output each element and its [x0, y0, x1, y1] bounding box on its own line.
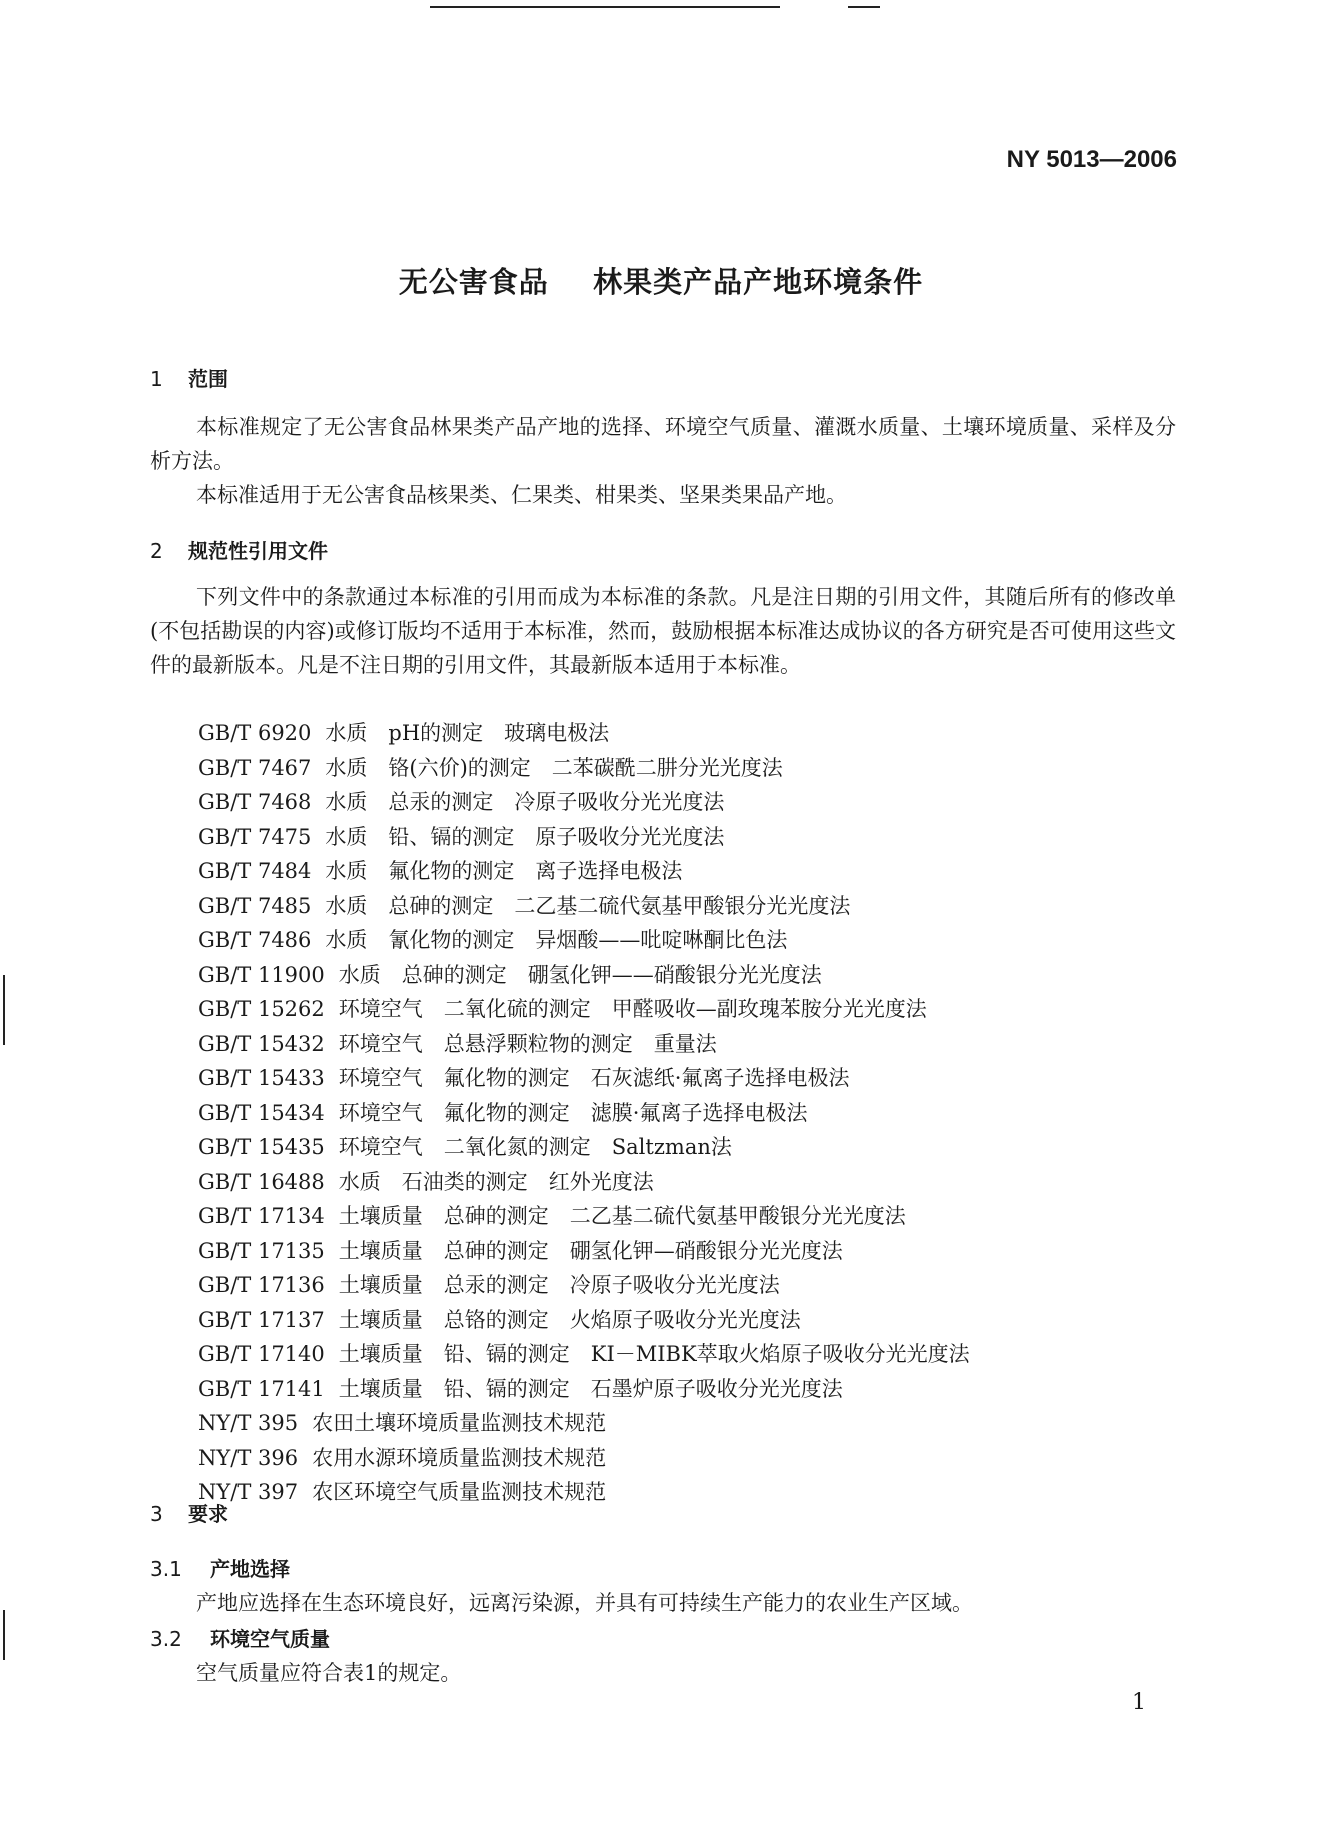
- document-title: 无公害食品 林果类产品产地环境条件: [398, 265, 924, 299]
- reference-title: 土壤质量 铅、镉的测定 KI－MIBK萃取火焰原子吸收分光光度法: [338, 1342, 970, 1366]
- section-number: 2: [150, 539, 163, 563]
- reference-title: 土壤质量 总砷的测定 二乙基二硫代氨基甲酸银分光光度法: [338, 1204, 906, 1228]
- section-heading-3: [150, 1498, 228, 1527]
- scan-top-rule: [430, 6, 780, 8]
- reference-title: 水质 总砷的测定 硼氢化钾——硝酸银分光光度法: [338, 962, 822, 987]
- reference-code: GB/T 7475: [198, 824, 312, 849]
- reference-code: GB/T 6920: [198, 721, 312, 745]
- reference-title: 环境空气 氟化物的测定 滤膜·氟离子选择电极法: [338, 1100, 808, 1125]
- reference-code: GB/T 17134: [198, 1204, 325, 1228]
- reference-title: 环境空气 二氧化硫的测定 甲醛吸收—副玫瑰苯胺分光光度法: [338, 997, 927, 1021]
- reference-code: GB/T 7485: [198, 893, 312, 918]
- reference-code: GB/T 16488: [198, 1169, 325, 1194]
- reference-code: GB/T 17141: [198, 1376, 325, 1401]
- reference-code: GB/T 17136: [198, 1273, 325, 1297]
- section-title: 要求: [188, 1502, 228, 1526]
- reference-item: [198, 992, 970, 1027]
- scan-binding-mark: [3, 1610, 5, 1660]
- reference-code: GB/T 7484: [198, 859, 312, 883]
- reference-title: 水质 铬(六价)的测定 二苯碳酰二肼分光光度法: [325, 755, 783, 780]
- reference-code: GB/T 15262: [198, 997, 325, 1021]
- reference-title: 土壤质量 总砷的测定 硼氢化钾—硝酸银分光光度法: [338, 1238, 843, 1263]
- subsection-title: 产地选择: [210, 1557, 290, 1581]
- reference-item: [198, 820, 970, 855]
- reference-code: GB/T 7468: [198, 790, 312, 814]
- reference-item: [198, 1234, 970, 1269]
- reference-title: 水质 氰化物的测定 异烟酸——吡啶啉酮比色法: [325, 928, 788, 952]
- section-number: 1: [150, 367, 163, 391]
- reference-item: [198, 1268, 970, 1303]
- subsection-heading-3-1: [150, 1553, 290, 1582]
- reference-title: 环境空气 氟化物的测定 石灰滤纸·氟离子选择电极法: [338, 1066, 850, 1090]
- reference-item: [198, 1406, 970, 1441]
- reference-title: 水质 pH的测定 玻璃电极法: [325, 721, 610, 745]
- paragraph-normative-refs: 下列文件中的条款通过本标准的引用而成为本标准的条款。凡是注日期的引用文件，其随后所有的修改单(不包括勘误的内容)或修订版均不适用于本标准，然而，鼓励根据本标准达成协议的各方研究是否可使用这些文件的最新版本。凡是不注日期的引用文件，其最新版本适用于本标准。: [150, 585, 1176, 677]
- paragraph-air-quality: 空气质量应符合表1的规定。: [196, 1661, 462, 1685]
- reference-item: [198, 1130, 970, 1165]
- reference-item: [198, 785, 970, 820]
- reference-item: [198, 1096, 970, 1131]
- subsection-title: 环境空气质量: [210, 1627, 330, 1651]
- standard-code: NY 5013—2006: [1006, 146, 1177, 173]
- reference-item: [198, 1372, 970, 1407]
- reference-code: NY/T 396: [198, 1445, 299, 1470]
- section-title: 规范性引用文件: [188, 539, 328, 563]
- scan-top-rule-short: [848, 6, 880, 8]
- subsection-heading-3-2: [150, 1623, 330, 1652]
- reference-item: [198, 1165, 970, 1200]
- reference-code: GB/T 15435: [198, 1135, 325, 1159]
- reference-item: [198, 1303, 970, 1338]
- reference-item: [198, 1475, 970, 1510]
- reference-title: 水质 石油类的测定 红外光度法: [338, 1169, 654, 1194]
- reference-item: [198, 889, 970, 924]
- reference-code: GB/T 15434: [198, 1100, 325, 1125]
- reference-item: [198, 1441, 970, 1476]
- reference-list: [198, 716, 970, 1510]
- reference-title: 农田土壤环境质量监测技术规范: [312, 1411, 607, 1435]
- reference-code: GB/T 17140: [198, 1342, 325, 1366]
- reference-title: 环境空气 二氧化氮的测定 Saltzman法: [338, 1135, 732, 1159]
- reference-code: GB/T 17137: [198, 1307, 325, 1332]
- reference-code: NY/T 395: [198, 1411, 299, 1435]
- reference-code: GB/T 7486: [198, 928, 312, 952]
- reference-item: [198, 1337, 970, 1372]
- reference-title: 土壤质量 总汞的测定 冷原子吸收分光光度法: [338, 1273, 780, 1297]
- reference-item: [198, 751, 970, 786]
- reference-title: 环境空气 总悬浮颗粒物的测定 重量法: [338, 1031, 717, 1056]
- section-heading-2: [150, 535, 328, 564]
- reference-title: 水质 总汞的测定 冷原子吸收分光光度法: [325, 790, 725, 814]
- reference-code: GB/T 15432: [198, 1031, 325, 1056]
- section-number: 3: [150, 1502, 163, 1526]
- reference-item: [198, 923, 970, 958]
- paragraph-scope-2: 本标准适用于无公害食品核果类、仁果类、柑果类、坚果类果品产地。: [196, 483, 847, 507]
- subsection-number: 3.2: [150, 1627, 182, 1651]
- reference-code: GB/T 11900: [198, 962, 325, 987]
- subsection-number: 3.1: [150, 1557, 182, 1581]
- reference-item: [198, 958, 970, 993]
- reference-code: NY/T 397: [198, 1480, 299, 1504]
- reference-code: GB/T 15433: [198, 1066, 325, 1090]
- reference-title: 农区环境空气质量监测技术规范: [312, 1480, 607, 1504]
- scan-binding-mark: [3, 975, 5, 1045]
- reference-item: [198, 716, 970, 751]
- paragraph-site-selection: 产地应选择在生态环境良好，远离污染源，并具有可持续生产能力的农业生产区域。: [196, 1591, 973, 1615]
- reference-title: 水质 总砷的测定 二乙基二硫代氨基甲酸银分光光度法: [325, 893, 851, 918]
- page-number: 1: [1132, 1690, 1146, 1715]
- section-heading-1: [150, 363, 228, 392]
- reference-item: [198, 1027, 970, 1062]
- reference-title: 农用水源环境质量监测技术规范: [312, 1445, 607, 1470]
- reference-item: [198, 854, 970, 889]
- paragraph-scope-1: 本标准规定了无公害食品林果类产品产地的选择、环境空气质量、灌溉水质量、土壤环境质量、采样及分析方法。: [150, 415, 1176, 473]
- reference-title: 水质 氟化物的测定 离子选择电极法: [325, 859, 683, 883]
- section-title: 范围: [188, 367, 228, 391]
- reference-title: 土壤质量 总铬的测定 火焰原子吸收分光光度法: [338, 1307, 801, 1332]
- reference-code: GB/T 7467: [198, 755, 312, 780]
- reference-title: 水质 铅、镉的测定 原子吸收分光光度法: [325, 824, 725, 849]
- reference-title: 土壤质量 铅、镉的测定 石墨炉原子吸收分光光度法: [338, 1376, 843, 1401]
- reference-code: GB/T 17135: [198, 1238, 325, 1263]
- reference-item: [198, 1061, 970, 1096]
- reference-item: [198, 1199, 970, 1234]
